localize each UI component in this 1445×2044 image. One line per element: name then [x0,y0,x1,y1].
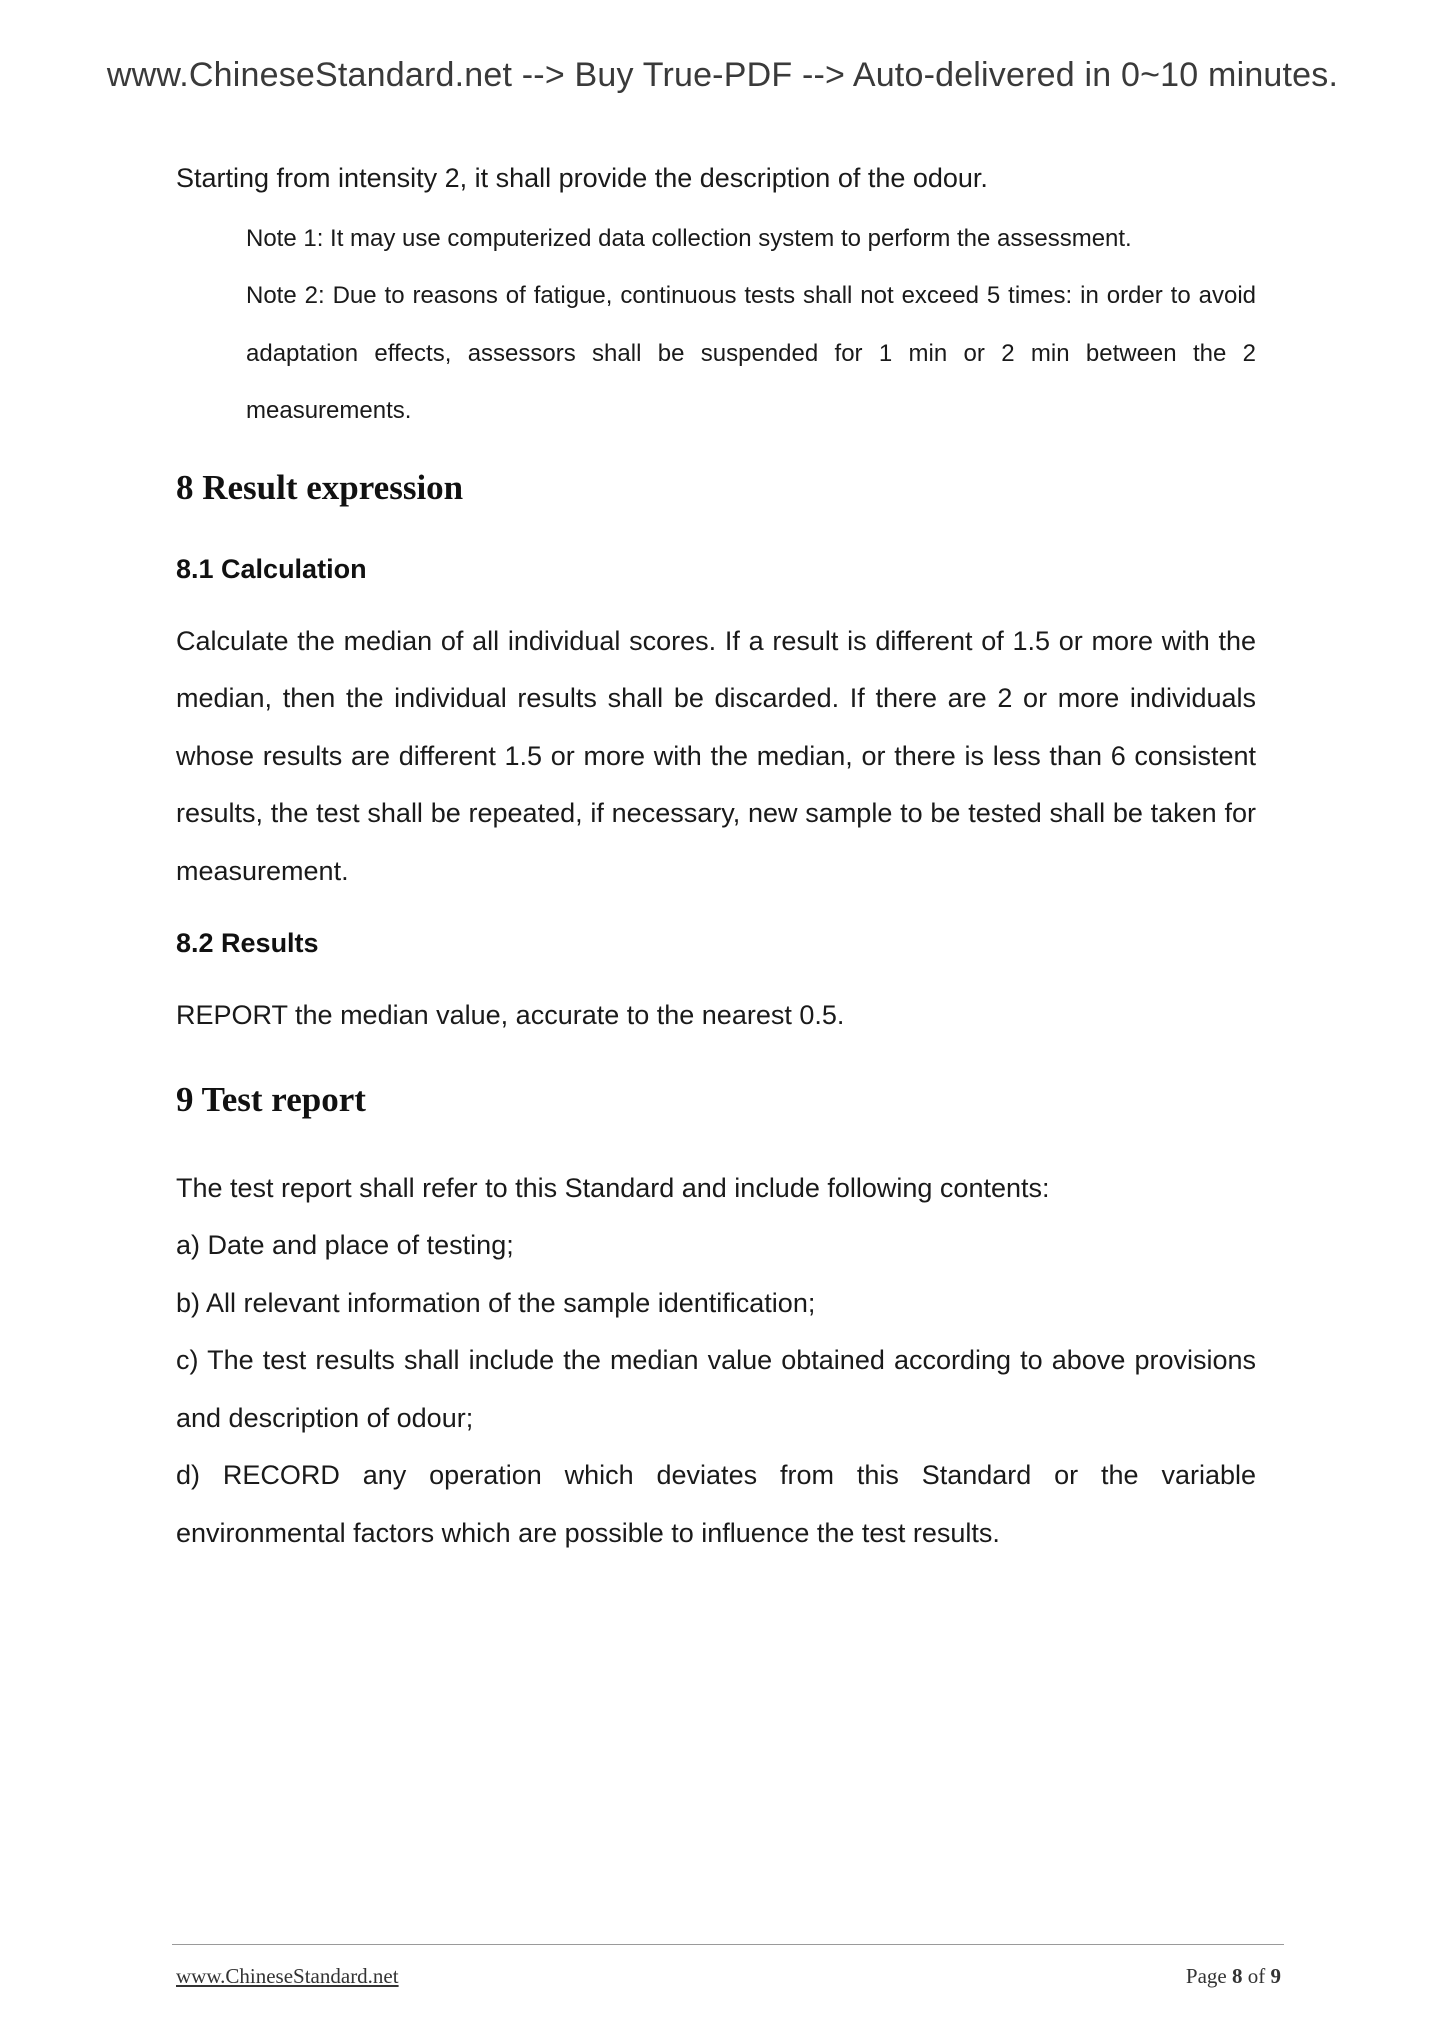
report-item-c: c) The test results shall include the median value obtained according to above provisions and description of odour; [176,1345,1256,1433]
page-current: 8 [1232,1964,1243,1988]
note-1: Note 1: It may use computerized data collection system to perform the assessment. [246,224,1132,252]
report-item-a: a) Date and place of testing; [176,1230,514,1260]
report-item-b: b) All relevant information of the sample identification; [176,1287,816,1318]
section-8-heading: 8 Result expression [176,467,464,507]
report-item-d: d) RECORD any operation which deviates from this Standard or the variable environmental factors which are possible to influence the test results. [176,1460,1256,1548]
footer-website-link[interactable]: www.ChineseStandard.net [176,1964,399,1988]
section-9-heading: 9 Test report [176,1079,366,1119]
page-indicator [1186,1964,1281,1989]
section-8-2-text: REPORT the median value, accurate to the nearest 0.5. [176,1000,845,1030]
footer-divider [172,1944,1284,1945]
page-label: Page [1185,1964,1227,1988]
section-8-1-heading: 8.1 Calculation [176,553,367,584]
section-8-2-heading: 8.2 Results [176,928,319,958]
section-9-intro: The test report shall refer to this Standard and include following contents: [176,1172,1050,1203]
page-of: of [1247,1964,1266,1988]
document-body [176,150,1256,1562]
section-8-1-text: Calculate the median of all individual scores. If a result is different of 1.5 or more with the median, then the individual results shall be discarded. If there are 2 or more individuals whose results are different 1.5 or more with the median, or there is less than 6 consistent results, the test shall be repeated, if necessary, new sample to be tested shall be taken for measurement. [176,625,1256,886]
note-2: Note 2: Due to reasons of fatigue, continuous tests shall not exceed 5 times: in order to avoid adaptation effects, assessors shall be suspended for 1 min or 2 min between the 2 measurements. [246,282,1256,424]
header-banner: www.ChineseStandard.net --> Buy True-PDF --> Auto-delivered in 0~10 minutes. [106,56,1339,94]
intro-paragraph: Starting from intensity 2, it shall provide the description of the odour. [176,163,988,193]
page-total: 9 [1270,1964,1281,1988]
